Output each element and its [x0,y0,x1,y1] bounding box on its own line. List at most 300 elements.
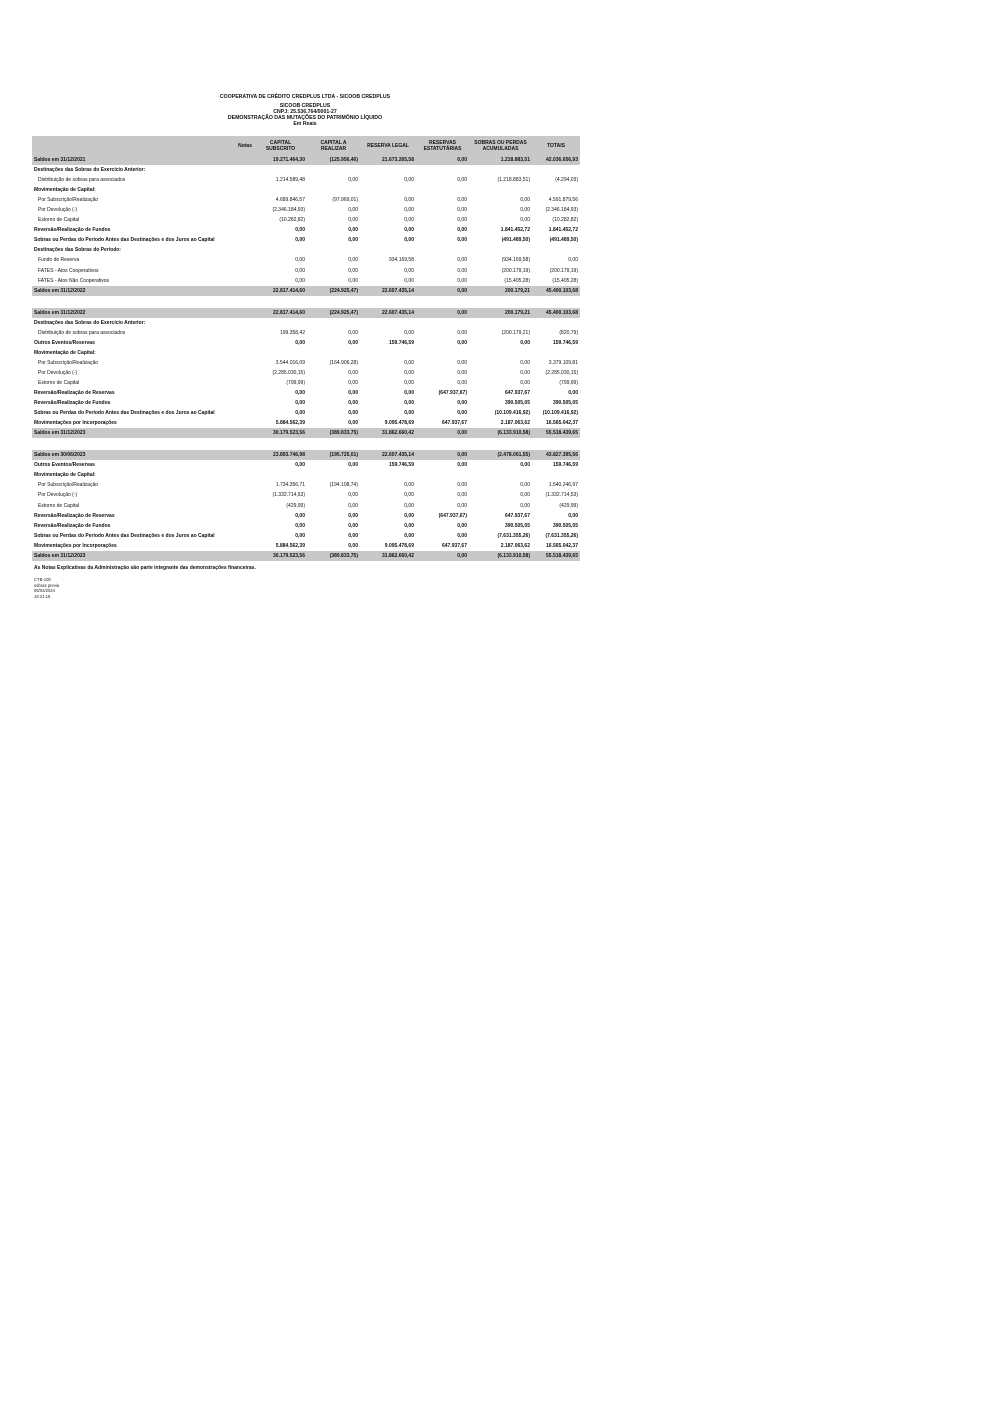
capital-a-realizar-cell: 0,00 [348,420,358,427]
table-row [32,255,580,265]
reserva-legal-cell [360,185,416,195]
table-row [32,338,580,348]
row-label: Saldos em 31/12/2023 [32,551,254,561]
sobras-perdas-cell [469,318,532,328]
reservas-estatutarias-cell: 0,00 [416,428,469,438]
capital-subscrito-cell: 0,00 [295,462,305,469]
reservas-estatutarias-cell: 0,00 [457,482,467,489]
reserva-legal-cell: 0,00 [404,482,414,489]
totais-cell: (2.285.030,15) [545,369,578,376]
capital-a-realizar-cell: (194.108,74) [329,482,358,489]
table-row [32,225,580,235]
sobras-perdas-header: SOBRAS OU PERDAS ACUMULADAS [469,136,532,155]
table-row [32,501,580,511]
capital-a-realizar-cell: (224.925,47) [307,308,360,318]
capital-subscrito-cell [254,348,307,358]
reserva-legal-cell [360,348,416,358]
row-label: Movimentação de Capital: [34,349,96,356]
table-row [32,398,580,408]
capital-subscrito-cell: 0,00 [295,257,305,264]
reserva-legal-cell: 22.607.435,14 [360,450,416,460]
totais-cell: 390.505,05 [552,400,578,407]
totais-cell: 4.591.879,56 [548,197,578,204]
capital-subscrito-cell: (2.346.184,93) [272,207,305,214]
reserva-legal-cell: 31.862.660,42 [360,551,416,561]
capital-subscrito-cell: 0,00 [295,390,305,397]
reservas-estatutarias-cell: 0,00 [457,380,467,386]
sobras-perdas-cell: 0,00 [520,197,530,204]
capital-subscrito-header: CAPITAL SUBSCRITO [254,136,307,155]
table-row [32,480,580,490]
table-row [32,205,580,215]
row-label: Sobras ou Perdas do Período Antes das Destinações e dos Juros ao Capital [34,532,215,539]
capital-a-realizar-cell: 0,00 [348,177,358,184]
capital-a-realizar-cell: 0,00 [348,410,358,417]
capital-subscrito-cell: 0,00 [295,277,305,284]
row-label: Por Subscrição/Realização [38,197,99,204]
row-label: Movimentações por Incorporações [34,420,117,427]
capital-subscrito-cell [254,318,307,328]
sobras-perdas-cell: (200.179,21) [501,329,530,336]
capital-subscrito-cell: 30.179.523,56 [254,551,307,561]
capital-a-realizar-cell: 0,00 [348,462,358,469]
row-label: Por Subscrição/Realização [38,359,99,366]
reservas-estatutarias-cell [416,245,469,255]
capital-a-realizar-cell [307,438,360,450]
capital-a-realizar-cell [307,185,360,195]
row-label: Por Devolução (-) [38,492,78,499]
capital-a-realizar-cell [307,245,360,255]
table-row [32,408,580,418]
row-label: Reversão/Realização de Fundos [34,400,111,407]
capital-a-realizar-cell [307,318,360,328]
row-label: Destinações das Sobras do Exercício Anterior: [34,319,146,326]
capital-a-realizar-cell: (389.833,75) [307,551,360,561]
label-column-header [32,136,230,155]
reserva-legal-cell: 0,00 [404,369,414,376]
capital-a-realizar-cell: 0,00 [348,257,358,264]
reservas-estatutarias-cell: 0,00 [457,359,467,366]
table-row [32,175,580,185]
capital-subscrito-cell [254,185,307,195]
totais-cell: (799,99) [559,380,578,386]
sobras-perdas-cell: 200.179,21 [469,308,532,318]
sobras-perdas-cell: 200.179,21 [469,286,532,296]
footer-report-code: CTB-100 [34,577,51,582]
sobras-perdas-cell: 0,00 [520,482,530,489]
reservas-estatutarias-cell [416,348,469,358]
sobras-perdas-cell: 1.218.883,51 [469,155,532,165]
totais-cell: (4.294,03) [555,177,578,184]
reserva-legal-cell: 0,00 [404,390,414,397]
totais-cell: 45.400.103,68 [532,286,580,296]
capital-a-realizar-cell: 0,00 [348,542,358,549]
cooperative-short-name: SICOOB CREDPLUS [279,103,331,109]
totais-cell [532,438,580,450]
capital-subscrito-cell: 5.884.562,39 [275,420,305,427]
row-label: Estorno de Capital [38,380,80,386]
reservas-estatutarias-cell [416,296,469,308]
sobras-perdas-cell [469,348,532,358]
capital-subscrito-cell: 19.271.464,30 [254,155,307,165]
cnpj: CNPJ: 25.536.764/0001-27 [273,109,337,115]
reservas-estatutarias-cell: 0,00 [457,462,467,469]
sobras-perdas-cell: (6.133.910,58) [469,428,532,438]
table-row [32,348,580,358]
sobras-perdas-cell: (934.169,58) [501,257,530,264]
row-label: Reversão/Realização de Fundos [34,522,111,529]
sobras-perdas-cell: 0,00 [520,207,530,214]
balance-row [32,551,580,561]
sobras-perdas-cell: 0,00 [520,359,530,366]
capital-subscrito-cell: 0,00 [295,237,305,244]
table-row [32,531,580,541]
reservas-estatutarias-cell [416,165,469,175]
sobras-perdas-cell: 0,00 [520,339,530,346]
totais-cell: 55.518.439,65 [532,428,580,438]
reservas-estatutarias-cell: 0,00 [457,329,467,336]
row-label: Saldos em 31/12/2021 [32,155,254,165]
sobras-perdas-cell: 390.505,05 [504,400,530,407]
reservas-estatutarias-cell [416,438,469,450]
reserva-legal-cell: 0,00 [404,512,414,519]
table-row [32,490,580,500]
capital-a-realizar-cell: (389.833,75) [307,428,360,438]
row-label: Fundo de Reserva [38,257,80,264]
capital-subscrito-cell [254,165,307,175]
sobras-perdas-cell: 2.187.063,62 [500,420,530,427]
capital-subscrito-cell: 22.817.414,60 [254,286,307,296]
capital-subscrito-cell: 23.893.746,98 [254,450,307,460]
table-row [32,266,580,276]
row-label: Reversão/Realização de Fundos [34,227,111,234]
totais-cell: 42.036.656,93 [532,155,580,165]
totais-cell: (429,99) [559,502,578,509]
capital-subscrito-cell: (799,99) [286,380,305,386]
totais-cell: (10.282,82) [552,217,578,224]
capital-a-realizar-cell: 0,00 [348,267,358,274]
sobras-perdas-cell: 0,00 [520,502,530,509]
table-row [32,521,580,531]
capital-a-realizar-cell: (224.925,47) [307,286,360,296]
reservas-estatutarias-cell: 0,00 [457,267,467,274]
reservas-estatutarias-cell: (647.937,67) [438,512,467,519]
totais-cell: (491.489,50) [549,237,578,244]
table-row [32,358,580,368]
table-row [32,541,580,551]
capital-a-realizar-cell: 0,00 [348,492,358,499]
reserva-legal-cell: 0,00 [404,492,414,499]
capital-subscrito-cell [254,296,307,308]
totais-cell: (1.332.714,53) [545,492,578,499]
footer-time: 16:21:18 [34,593,51,599]
cooperative-name: COOPERATIVA DE CRÉDITO CREDPLUS LTDA - SICOOB CREDPLUS [219,94,391,100]
sobras-perdas-cell: 647.937,67 [504,512,530,519]
capital-a-realizar-cell [307,470,360,480]
capital-subscrito-cell: 30.179.523,56 [254,428,307,438]
reserva-legal-cell: 0,00 [404,267,414,274]
capital-subscrito-cell: 0,00 [295,339,305,346]
reservas-estatutarias-cell: 0,00 [457,237,467,244]
totais-cell: (10.109.416,92) [542,410,578,417]
report-footer [34,577,59,599]
footer-report-name: sobras previa [34,582,60,588]
capital-subscrito-cell: 0,00 [295,512,305,519]
reserva-legal-cell: 0,00 [404,532,414,539]
capital-a-realizar-cell: 0,00 [348,369,358,376]
totais-cell: 0,00 [568,390,578,397]
reservas-estatutarias-cell: 0,00 [457,522,467,529]
notes-column-header: Notas [230,136,254,155]
reserva-legal-cell: 0,00 [404,380,414,386]
reservas-estatutarias-cell: 0,00 [457,369,467,376]
table-row [32,318,580,328]
row-label: Por Devolução (-) [38,369,78,376]
capital-subscrito-cell: 4.689.846,57 [275,197,305,204]
row-label: Distribuição de sobras para associados [38,329,126,336]
capital-subscrito-cell: 0,00 [295,522,305,529]
sobras-perdas-cell: 1.841.452,72 [500,227,530,234]
reservas-estatutarias-cell [416,318,469,328]
sobras-perdas-cell: (15.405,28) [504,277,530,284]
table-row [32,245,580,255]
capital-a-realizar-cell: (97.969,01) [332,197,358,204]
capital-a-realizar-cell: 0,00 [348,532,358,539]
capital-a-realizar-cell: 0,00 [348,380,358,386]
capital-subscrito-cell: (429,99) [286,502,305,509]
reserva-legal-cell: 0,00 [404,359,414,366]
balance-row [32,428,580,438]
equity-changes-table [32,136,580,561]
sobras-perdas-cell: 0,00 [520,492,530,499]
reserva-legal-cell: 0,00 [404,410,414,417]
reservas-estatutarias-cell: 0,00 [457,177,467,184]
totais-cell: 43.827.395,56 [532,450,580,460]
capital-subscrito-cell: 0,00 [295,400,305,407]
totais-cell [532,245,580,255]
capital-a-realizar-cell [307,348,360,358]
totais-cell: (2.346.184,93) [545,207,578,214]
row-label: Sobras ou Perdas do Período Antes das Destinações e dos Juros ao Capital [34,410,215,417]
reserva-legal-cell [360,470,416,480]
table-row [32,378,580,388]
reservas-estatutarias-cell: 0,00 [457,277,467,284]
reserva-legal-cell: 9.095.478,69 [384,542,414,549]
capital-subscrito-cell [254,470,307,480]
capital-subscrito-cell: 1.214.589,48 [275,177,305,184]
capital-a-realizar-cell: 0,00 [348,512,358,519]
capital-a-realizar-cell: (164.906,28) [329,359,358,366]
reserva-legal-cell: 0,00 [404,177,414,184]
capital-subscrito-cell: 0,00 [295,532,305,539]
totais-cell: 55.518.439,65 [532,551,580,561]
row-label: Destinações das Sobras do Exercício Anterior: [34,167,146,174]
capital-a-realizar-cell: 0,00 [348,339,358,346]
reserva-legal-cell [360,318,416,328]
sobras-perdas-cell [469,165,532,175]
table-row [32,215,580,225]
reserva-legal-cell: 0,00 [404,502,414,509]
totais-cell [532,185,580,195]
capital-a-realizar-cell: (125.956,46) [307,155,360,165]
totais-cell: 0,00 [568,257,578,264]
table-row [32,368,580,378]
table-row [32,511,580,521]
totais-cell: (15.405,28) [552,277,578,284]
capital-subscrito-cell: 5.884.562,39 [275,542,305,549]
footer-date: 05/03/2024 [34,588,55,594]
sobras-perdas-cell: (6.133.910,58) [469,551,532,561]
reserva-legal-cell: 0,00 [404,277,414,284]
capital-a-realizar-cell [307,296,360,308]
sobras-perdas-cell: (10.109.416,92) [494,410,530,417]
balance-row [32,308,580,318]
capital-a-realizar-cell: 0,00 [348,400,358,407]
reserva-legal-cell [360,438,416,450]
capital-a-realizar-cell: 0,00 [348,207,358,214]
capital-subscrito-cell: 0,00 [295,410,305,417]
row-label: Saldos em 31/12/2022 [32,308,254,318]
capital-a-realizar-cell: 0,00 [348,217,358,224]
reservas-estatutarias-cell: 0,00 [457,410,467,417]
totais-cell: 0,00 [568,512,578,519]
totais-cell: 159.746,59 [552,462,578,469]
spacer-row [32,296,580,308]
sobras-perdas-cell: 0,00 [520,380,530,386]
balance-row [32,286,580,296]
table-row [32,460,580,470]
capital-subscrito-cell: 3.544.016,09 [275,359,305,366]
row-label: Reversão/Realização de Reservas [34,512,115,519]
table-body [32,155,580,561]
sobras-perdas-cell [469,296,532,308]
reserva-legal-header: RESERVA LEGAL [360,136,416,155]
sobras-perdas-cell: (2.478.061,55) [469,450,532,460]
row-label: Estorno de Capital [38,502,80,509]
capital-a-realizar-cell: 0,00 [348,390,358,397]
reserva-legal-cell [360,296,416,308]
reservas-estatutarias-cell [416,470,469,480]
reserva-legal-cell: 159.746,59 [388,339,414,346]
sobras-perdas-cell [469,470,532,480]
reservas-estatutarias-cell: 0,00 [457,257,467,264]
reservas-estatutarias-cell: 647.937,67 [441,542,467,549]
report-header [205,94,405,127]
reserva-legal-cell: 9.095.478,69 [384,420,414,427]
sobras-perdas-cell: 2.187.063,62 [500,542,530,549]
currency-unit: Em Reais [293,121,317,127]
row-label: Por Devolução (-) [38,207,78,214]
reservas-estatutarias-cell: 0,00 [416,308,469,318]
row-label: Saldos em 31/12/2022 [32,286,254,296]
totais-cell: 1.841.452,72 [548,227,578,234]
row-label: Distribuição de sobras para associados [38,177,126,184]
capital-a-realizar-cell: 0,00 [348,277,358,284]
reserva-legal-cell: 0,00 [404,227,414,234]
capital-subscrito-cell: 1.734.356,71 [275,482,305,489]
reservas-estatutarias-header: RESERVAS ESTATUTÁRIAS [416,136,469,155]
table-row [32,276,580,286]
balance-row [32,155,580,165]
reserva-legal-cell: 934.169,58 [388,257,414,264]
reservas-estatutarias-cell: 0,00 [416,286,469,296]
row-label: Reversão/Realização de Reservas [34,390,115,397]
row-label: Movimentação de Capital: [34,187,96,194]
capital-a-realizar-cell [307,165,360,175]
totais-cell: 16.565.042,37 [546,542,578,549]
totais-cell: (7.631.355,26) [545,532,578,539]
sobras-perdas-cell: 390.505,05 [504,522,530,529]
reserva-legal-cell: 22.607.435,14 [360,286,416,296]
reserva-legal-cell: 0,00 [404,197,414,204]
explanatory-note: As Notas Explicativas da Administração são parte integrante das demonstrações financeiras. [34,565,256,571]
sobras-perdas-cell: 0,00 [520,217,530,224]
sobras-perdas-cell: (1.218.883,51) [497,177,530,184]
totais-cell [532,165,580,175]
table-row [32,388,580,398]
totais-cell: 3.379.109,81 [548,359,578,366]
capital-a-realizar-cell: (195.725,01) [307,450,360,460]
totais-header: TOTAIS [532,136,580,155]
reserva-legal-cell: 0,00 [404,207,414,214]
row-label [32,438,254,450]
reservas-estatutarias-cell: 0,00 [457,339,467,346]
reserva-legal-cell: 21.673.265,58 [360,155,416,165]
reservas-estatutarias-cell: (647.937,67) [438,390,467,397]
table-header-row [32,136,580,155]
reservas-estatutarias-cell: 0,00 [457,532,467,539]
capital-subscrito-cell: 199.358,42 [279,329,305,336]
spacer-row [32,438,580,450]
totais-cell [532,348,580,358]
reservas-estatutarias-cell: 0,00 [457,217,467,224]
capital-a-realizar-cell: 0,00 [348,522,358,529]
capital-subscrito-cell [254,438,307,450]
capital-a-realizar-header: CAPITAL A REALIZAR [307,136,360,155]
sobras-perdas-cell [469,438,532,450]
capital-subscrito-cell: 0,00 [295,267,305,274]
row-label: Estorno de Capital [38,217,80,224]
reserva-legal-cell: 0,00 [404,217,414,224]
reservas-estatutarias-cell: 0,00 [457,227,467,234]
sobras-perdas-cell: 0,00 [520,462,530,469]
reservas-estatutarias-cell: 0,00 [416,155,469,165]
row-label: Movimentação de Capital: [34,472,96,479]
reserva-legal-cell: 0,00 [404,522,414,529]
totais-cell: 390.505,05 [552,522,578,529]
reservas-estatutarias-cell: 0,00 [457,492,467,499]
table-row [32,418,580,428]
totais-cell [532,296,580,308]
reserva-legal-cell [360,165,416,175]
reservas-estatutarias-cell: 0,00 [416,450,469,460]
sobras-perdas-cell: (200.179,19) [501,267,530,274]
totais-cell: 16.565.042,37 [546,420,578,427]
balance-row [32,450,580,460]
reservas-estatutarias-cell: 0,00 [457,502,467,509]
table-row [32,185,580,195]
reservas-estatutarias-cell: 647.937,67 [441,420,467,427]
report-title: DEMONSTRAÇÃO DAS MUTAÇÕES DO PATRIMÔNIO LÍQUIDO [227,115,383,121]
row-label: FATES - Atos Não Cooperativos [38,277,110,284]
reservas-estatutarias-cell: 0,00 [457,400,467,407]
sobras-perdas-cell [469,245,532,255]
reserva-legal-cell: 0,00 [404,329,414,336]
reserva-legal-cell: 22.607.435,14 [360,308,416,318]
table-row [32,328,580,338]
capital-subscrito-cell: 22.817.414,60 [254,308,307,318]
reserva-legal-cell: 0,00 [404,400,414,407]
